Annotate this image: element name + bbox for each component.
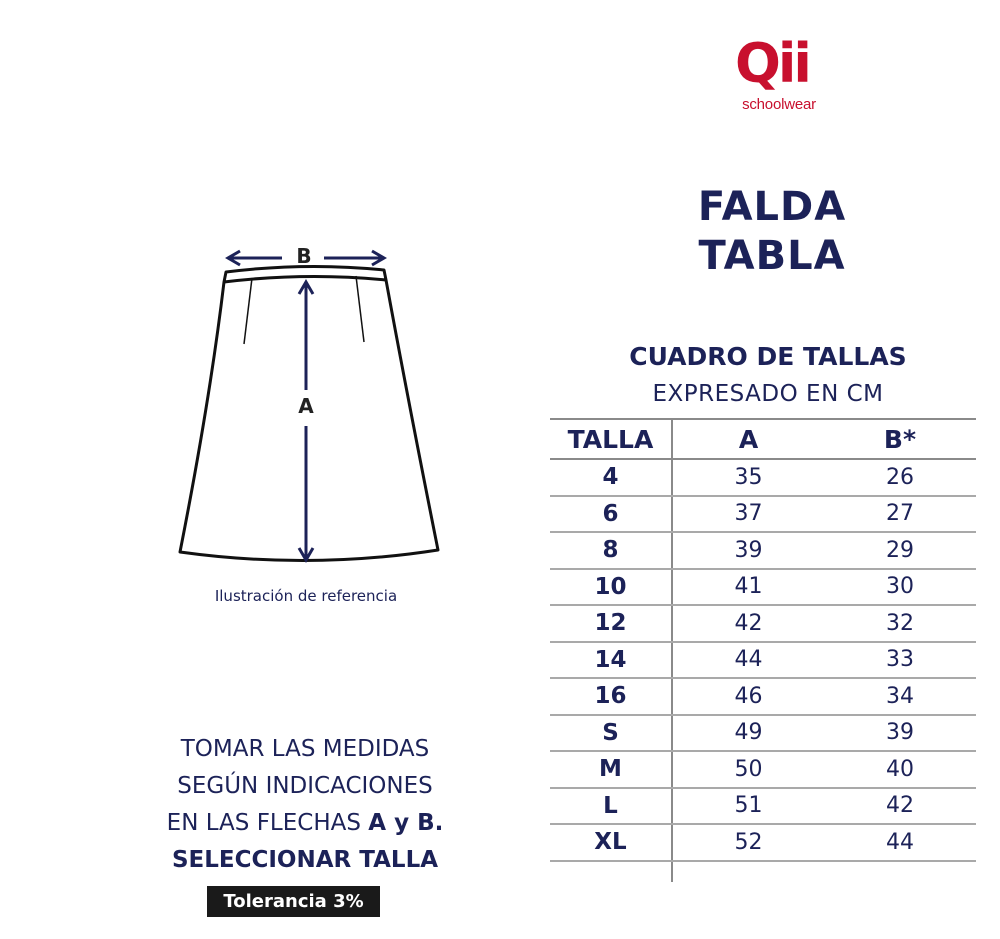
size-cell-a: 35 bbox=[672, 459, 824, 496]
size-row bbox=[550, 532, 976, 569]
brand-logo-mark bbox=[733, 30, 823, 92]
size-cell-b: 32 bbox=[824, 605, 976, 642]
size-chart-subtitle: EXPRESADO EN CM bbox=[652, 381, 884, 407]
size-cell-talla: 12 bbox=[550, 605, 672, 642]
skirt-waistband bbox=[224, 266, 386, 282]
header-a: A bbox=[672, 419, 824, 459]
size-cell-a: 37 bbox=[672, 496, 824, 533]
brand-logo bbox=[733, 30, 823, 92]
size-chart-table bbox=[550, 418, 976, 882]
size-cell-empty bbox=[824, 861, 976, 882]
size-cell-b: 29 bbox=[824, 532, 976, 569]
size-row bbox=[550, 678, 976, 715]
size-cell-b: 40 bbox=[824, 751, 976, 788]
instructions-line4: SELECCIONAR TALLA bbox=[171, 847, 439, 873]
size-cell-empty bbox=[672, 861, 824, 882]
size-row bbox=[550, 715, 976, 752]
header-talla: TALLA bbox=[550, 419, 672, 459]
instructions-line3-prefix: EN LAS FLECHAS bbox=[166, 810, 369, 836]
page-title bbox=[672, 183, 872, 281]
size-cell-b: 44 bbox=[824, 824, 976, 861]
size-cell-b: 26 bbox=[824, 459, 976, 496]
size-row bbox=[550, 824, 976, 861]
size-cell-talla: S bbox=[550, 715, 672, 752]
size-cell-talla: 16 bbox=[550, 678, 672, 715]
size-chart-header-row bbox=[550, 419, 976, 459]
instructions-line2: SEGÚN INDICACIONES bbox=[177, 773, 433, 799]
size-cell-a: 51 bbox=[672, 788, 824, 825]
size-cell-a: 44 bbox=[672, 642, 824, 679]
skirt-dart-left bbox=[244, 278, 252, 344]
size-row bbox=[550, 788, 976, 825]
size-cell-talla: 10 bbox=[550, 569, 672, 606]
instructions-line1: TOMAR LAS MEDIDAS bbox=[180, 736, 430, 762]
size-cell-b: 42 bbox=[824, 788, 976, 825]
size-row bbox=[550, 496, 976, 533]
size-cell-talla: XL bbox=[550, 824, 672, 861]
size-cell-a: 46 bbox=[672, 678, 824, 715]
size-row bbox=[550, 459, 976, 496]
size-cell-b: 30 bbox=[824, 569, 976, 606]
skirt-outline bbox=[180, 280, 438, 561]
size-cell-talla: M bbox=[550, 751, 672, 788]
size-chart-title: CUADRO DE TALLAS bbox=[629, 342, 907, 371]
tolerance-badge: Tolerancia 3% bbox=[207, 886, 380, 917]
header-b: B* bbox=[824, 419, 976, 459]
size-cell-b: 33 bbox=[824, 642, 976, 679]
size-row bbox=[550, 642, 976, 679]
size-cell-empty bbox=[550, 861, 672, 882]
size-cell-a: 41 bbox=[672, 569, 824, 606]
size-cell-a: 50 bbox=[672, 751, 824, 788]
size-cell-talla: 14 bbox=[550, 642, 672, 679]
arrow-a-icon bbox=[299, 282, 313, 560]
size-cell-b: 39 bbox=[824, 715, 976, 752]
brand-logo-subtext: schoolwear bbox=[742, 96, 816, 113]
size-cell-a: 49 bbox=[672, 715, 824, 752]
page-title-line1: FALDA bbox=[697, 184, 847, 230]
skirt-dart-right bbox=[356, 276, 364, 342]
arrow-b-label: B bbox=[296, 244, 312, 268]
page-title-line2: TABLA bbox=[698, 233, 846, 279]
size-cell-a: 52 bbox=[672, 824, 824, 861]
size-cell-b: 27 bbox=[824, 496, 976, 533]
size-cell-a: 42 bbox=[672, 605, 824, 642]
size-cell-talla: L bbox=[550, 788, 672, 825]
arrow-a-label: A bbox=[298, 394, 314, 418]
size-cell-b: 34 bbox=[824, 678, 976, 715]
instructions-line3 bbox=[110, 805, 500, 842]
size-row bbox=[550, 569, 976, 606]
size-row bbox=[550, 605, 976, 642]
illustration-caption: Ilustración de referencia bbox=[214, 587, 398, 605]
size-cell-talla: 6 bbox=[550, 496, 672, 533]
brand-logo-text: Qii bbox=[735, 32, 809, 92]
size-cell-talla: 4 bbox=[550, 459, 672, 496]
measurement-instructions bbox=[110, 731, 500, 879]
instructions-line3-bold: A y B. bbox=[368, 810, 444, 836]
size-row bbox=[550, 751, 976, 788]
size-row-spacer bbox=[550, 861, 976, 882]
size-cell-talla: 8 bbox=[550, 532, 672, 569]
size-cell-a: 39 bbox=[672, 532, 824, 569]
